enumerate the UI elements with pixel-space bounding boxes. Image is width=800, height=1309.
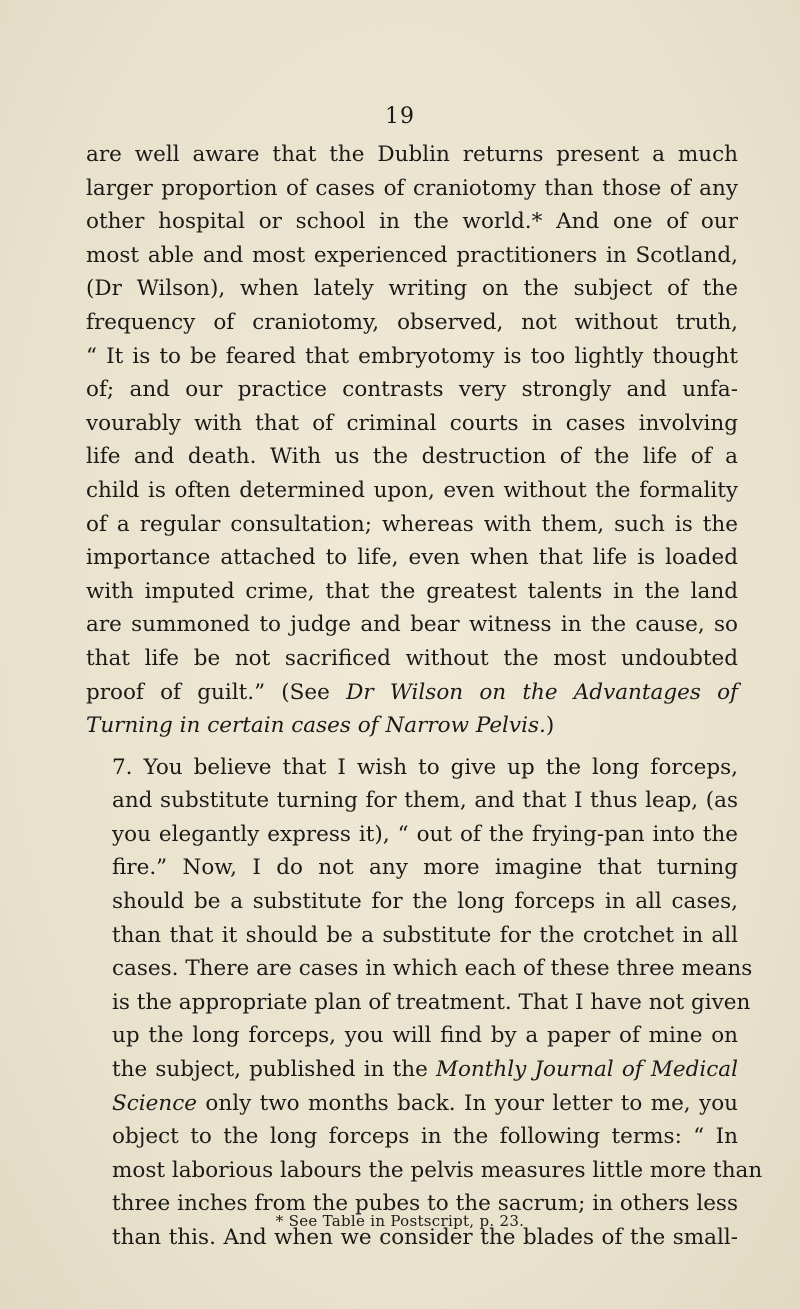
text-line <box>86 1053 738 1087</box>
text-line: are well aware that the Dublin returns present a much <box>86 142 738 167</box>
text-line: of a regular consultation; whereas with them, such is the <box>86 511 738 537</box>
text-line: (Dr Wilson), when lately writing on the subject of the <box>86 276 738 302</box>
text-line: are summoned to judge and bear witness in the cause, so <box>86 612 738 638</box>
paragraph-1 <box>86 138 738 743</box>
text-line: and substitute turning for them, and that I thus leap, (as <box>112 788 738 814</box>
text-line: is the appropriate plan of treatment. That I have not given <box>112 989 751 1015</box>
journal-title: Science <box>112 1090 197 1116</box>
footnote: * See Table in Postscript, p. 23. <box>275 1212 525 1230</box>
text-line: fire.” Now, I do not any more imagine that turning <box>112 855 738 881</box>
journal-tail: only two months back. In your letter to me, you <box>196 1090 738 1116</box>
citation-close: ) <box>545 713 555 739</box>
text-line: of; and our practice contrasts very strongly and unfa- <box>86 377 738 403</box>
text-line: three inches from the pubes to the sacrum; in others less <box>112 1191 738 1217</box>
text-line: object to the long forceps in the following terms: “ In <box>112 1124 738 1150</box>
text-line: “ It is to be feared that embryotomy is too lightly thought <box>86 343 738 369</box>
text-line: larger proportion of cases of craniotomy than those of any <box>86 175 738 201</box>
text-line: most able and most experienced practitioners in Scotland, <box>86 242 738 268</box>
text-line <box>86 709 738 743</box>
text-line: 7. You believe that I wish to give up the long forceps, <box>112 754 738 780</box>
text-line: vourably with that of criminal courts in cases involving <box>86 410 738 436</box>
journal-lead: the subject, published in the <box>112 1057 436 1083</box>
text-line: cases. There are cases in which each of these three means <box>112 956 753 982</box>
paragraph-2 <box>86 751 763 1255</box>
citation-title: Dr Wilson on the Advantages of <box>346 679 738 705</box>
citation-title: Turning in certain cases of Narrow Pelvis. <box>86 713 546 739</box>
text-line: most laborious labours the pelvis measures little more than <box>112 1157 763 1183</box>
text-line: frequency of craniotomy, observed, not without truth, <box>86 309 738 335</box>
text-line <box>86 676 738 710</box>
text-line: up the long forceps, you will find by a paper of mine on <box>112 1023 738 1049</box>
text-line: importance attached to life, even when that life is loaded <box>86 545 738 571</box>
journal-title: Monthly Journal of Medical <box>435 1057 738 1083</box>
page-number: 19 <box>385 104 415 129</box>
text-line: other hospital or school in the world.* And one of our <box>86 209 738 235</box>
citation-lead: proof of guilt.” (See <box>86 679 347 705</box>
text-line: than this. And when we consider the blades of the small- <box>112 1225 738 1250</box>
text-line: should be a substitute for the long forceps in all cases, <box>112 889 738 915</box>
body-text <box>86 138 763 1255</box>
text-line: life and death. With us the destruction of the life of a <box>86 444 738 470</box>
text-line: than that it should be a substitute for the crotchet in all <box>112 922 738 948</box>
text-line: you elegantly express it), “ out of the frying-pan into the <box>112 821 738 847</box>
text-line: child is often determined upon, even without the formality <box>86 477 738 503</box>
text-line: that life be not sacrificed without the most undoubted <box>86 645 738 671</box>
text-line: with imputed crime, that the greatest talents in the land <box>86 578 738 604</box>
text-line <box>86 1087 738 1121</box>
